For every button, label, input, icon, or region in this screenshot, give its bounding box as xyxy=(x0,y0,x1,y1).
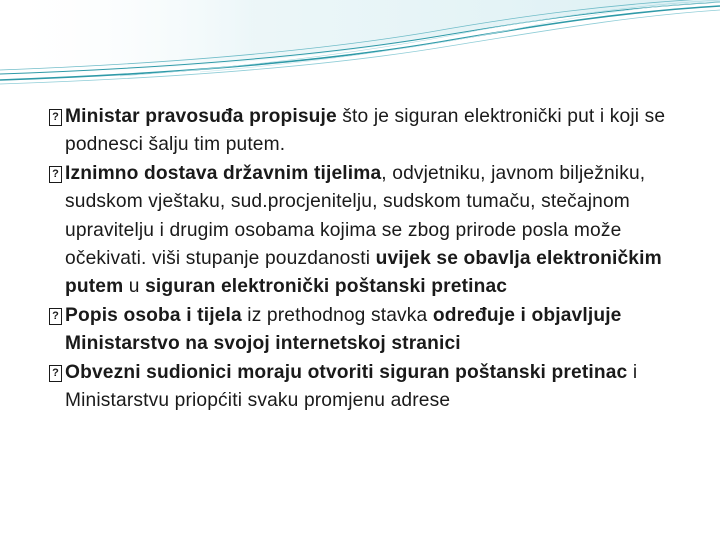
bold-text: Ministar pravosuđa propisuje xyxy=(65,106,337,127)
bold-text: Popis osoba i tijela xyxy=(65,304,242,326)
body-text: i Ministarstvu priopćiti svaku promjenu adrese xyxy=(65,361,638,412)
bold-text: određuje i objavljuje Ministarstvo na svojoj internetskoj stranici xyxy=(65,304,622,355)
wave-decoration xyxy=(0,0,720,90)
bold-text: uvijek se obavlja elektroničkim putem xyxy=(65,248,662,298)
bold-text: siguran elektronički poštanski pretinac xyxy=(145,276,508,298)
bullet-marker-icon: ? xyxy=(49,109,62,126)
body-text: , odvjetniku, javnom bilježniku, sudskom vještaku, sud.procjenitelju, sudskom tumaču, stečajnom upravitelju i drugim osobama kojima se zbog prirode posla može očekivati. viši stupanje pouzdanosti xyxy=(65,162,646,270)
bold-text: Iznimno dostava državnim tijelima xyxy=(65,162,382,184)
bold-text: siguran poštanski pretinac xyxy=(379,361,628,383)
body-text: što je siguran elektronički put i koji se podnesci šalju tim putem. xyxy=(65,106,666,156)
bullet-item xyxy=(49,359,689,416)
body-text: u xyxy=(123,276,146,298)
body-text: iz prethodnog stavka xyxy=(241,304,433,326)
bullet-marker-icon: ? xyxy=(49,365,62,382)
bullet-item xyxy=(49,103,689,160)
bullet-list xyxy=(49,103,689,415)
bullet-marker-icon: ? xyxy=(49,308,62,325)
bold-text: Obvezni sudionici moraju otvoriti xyxy=(65,361,374,383)
bullet-item xyxy=(49,160,689,302)
bullet-marker-icon: ? xyxy=(49,166,62,183)
bullet-item xyxy=(49,302,689,359)
